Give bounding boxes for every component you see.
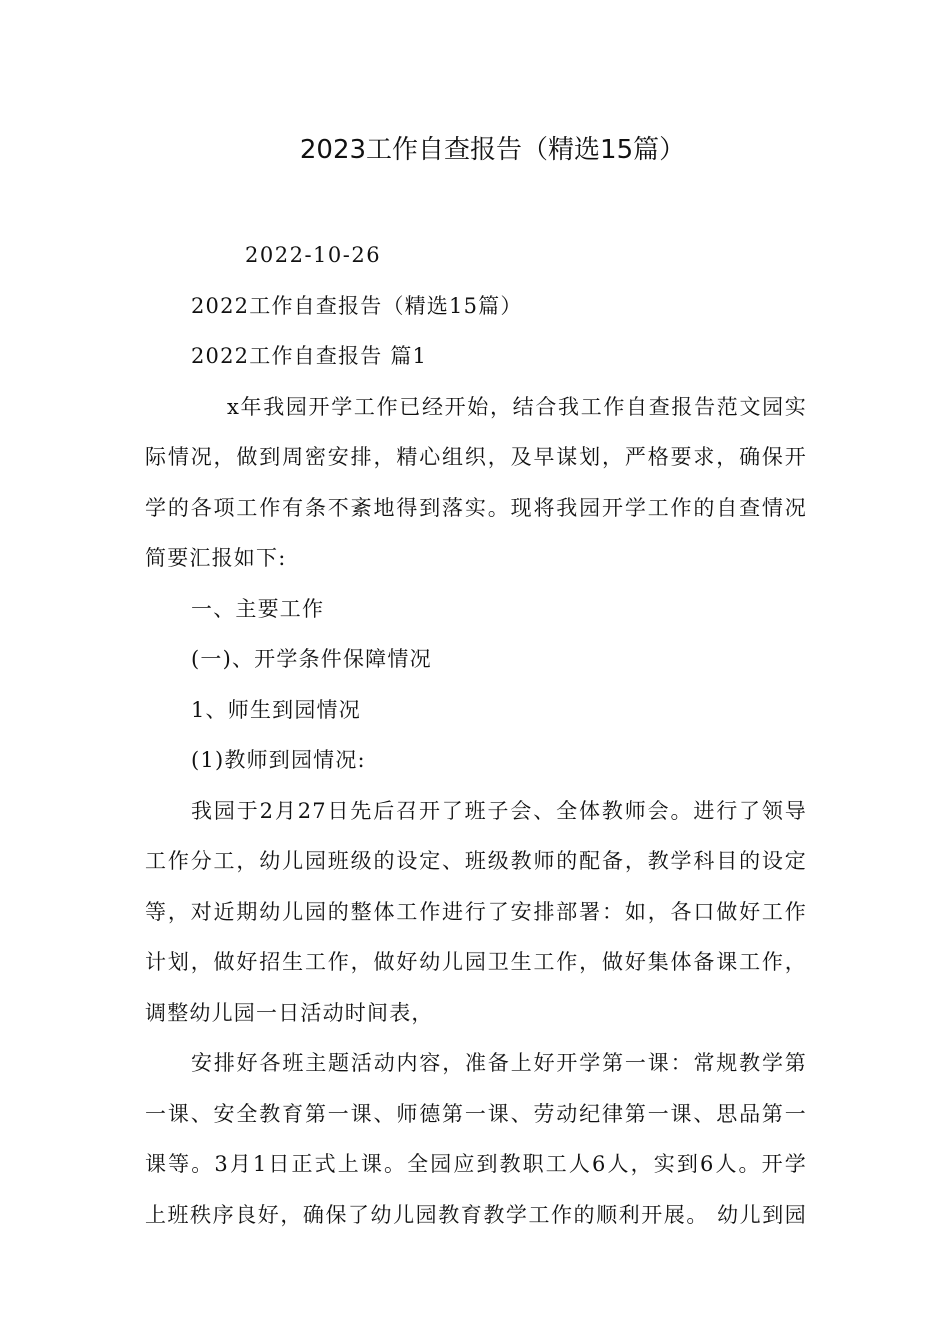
paragraph-line: 工作分工，幼儿园班级的设定、班级教师的配备，教学科目的设定: [145, 849, 807, 873]
heading-teacher-attendance: (1)教师到园情况:: [191, 748, 366, 772]
document-title: 2023工作自查报告（精选15篇）: [299, 135, 686, 165]
paragraph-line: 安排好各班主题活动内容，准备上好开学第一课：常规教学第: [191, 1051, 807, 1075]
document-subtitle: 2022工作自查报告（精选15篇）: [191, 293, 523, 318]
paragraph-line: 际情况，做到周密安排，精心组织，及早谋划，严格要求，确保开: [145, 445, 807, 469]
document-body: [145, 230, 807, 1240]
paragraph-line: 学的各项工作有条不紊地得到落实。现将我园开学工作的自查情况: [145, 495, 807, 520]
heading-attendance: 1、师生到园情况: [191, 697, 361, 722]
heading-conditions: (一)、开学条件保障情况: [191, 647, 432, 671]
paragraph-line: x年我园开学工作已经开始，结合我工作自查报告范文园实: [227, 394, 807, 419]
paragraph-line: 计划，做好招生工作，做好幼儿园卫生工作，做好集体备课工作，: [145, 950, 807, 974]
section-heading: 2022工作自查报告 篇1: [191, 344, 428, 368]
paragraph-line: 等，对近期幼儿园的整体工作进行了安排部署：如，各口做好工作: [145, 899, 807, 924]
paragraph-line: 简要汇报如下:: [145, 546, 287, 570]
paragraph-line: 调整幼儿园一日活动时间表，: [145, 1000, 434, 1025]
document-date: 2022-10-26: [245, 243, 382, 267]
paragraph-line: 一课、安全教育第一课、师德第一课、劳动纪律第一课、思品第一: [145, 1101, 807, 1126]
heading-main-work: 一、主要工作: [191, 596, 325, 621]
paragraph-line: 我园于2月27日先后召开了班子会、全体教师会。进行了领导: [191, 798, 807, 823]
paragraph-line: 上班秩序良好，确保了幼儿园教育教学工作的顺利开展。 幼儿到园: [145, 1202, 807, 1227]
paragraph-line: 课等。3月1日正式上课。全园应到教职工人6人，实到6人。开学: [145, 1152, 807, 1176]
